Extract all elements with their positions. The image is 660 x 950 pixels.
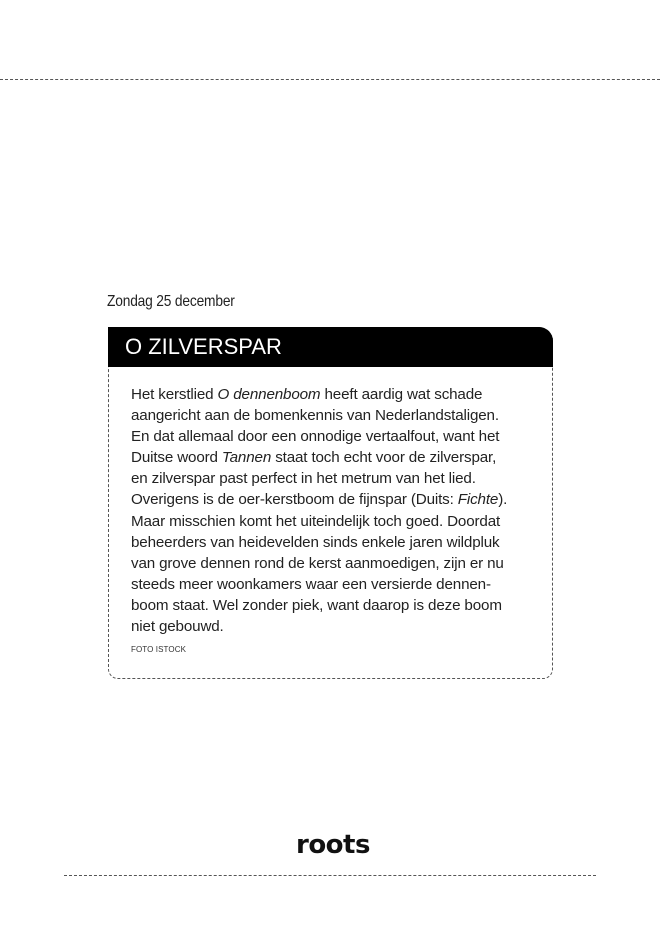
article-line: Overigens is de oer-kerstboom de fijnspar (Duits: Fichte). (131, 491, 508, 509)
article-line: En dat allemaal door een onnodige vertaalfout, want het (131, 428, 500, 446)
article-line: en zilverspar past perfect in het metrum van het lied. (131, 470, 476, 488)
article-title: O ZILVERSPAR (125, 334, 282, 359)
italic-term: O dennenboom (217, 386, 321, 403)
article-line: Het kerstlied O dennenboom heeft aardig wat schade (131, 386, 483, 403)
italic-term: Fichte (457, 491, 499, 509)
article-line: van grove dennen rond de kerst aanmoedigen, zijn er nu (131, 554, 504, 572)
roots-logo: roots (296, 830, 370, 860)
article-line: beheerders van heidevelden sinds enkele jaren wildpluk (131, 533, 500, 551)
italic-term: Tannen (221, 449, 272, 467)
cut-line-bottom (64, 875, 596, 876)
article-line: niet gebouwd. (131, 618, 224, 636)
article-line: Duitse woord Tannen staat toch echt voor de zilverspar, (131, 449, 497, 467)
article-line: Maar misschien komt het uiteindelijk toch goed. Doordat (131, 512, 501, 530)
article-line: steeds meer woonkamers waar een versierde dennen- (131, 575, 491, 593)
page-date: Zondag 25 december (107, 293, 235, 310)
article-body (131, 384, 551, 637)
article-header (108, 327, 553, 367)
article-line: aangericht aan de bomenkennis van Nederlandstaligen. (131, 407, 499, 425)
article-line: boom staat. Wel zonder piek, want daarop is deze boom (131, 596, 502, 614)
photo-credit: FOTO ISTOCK (131, 645, 187, 654)
cut-line-top (0, 79, 660, 80)
